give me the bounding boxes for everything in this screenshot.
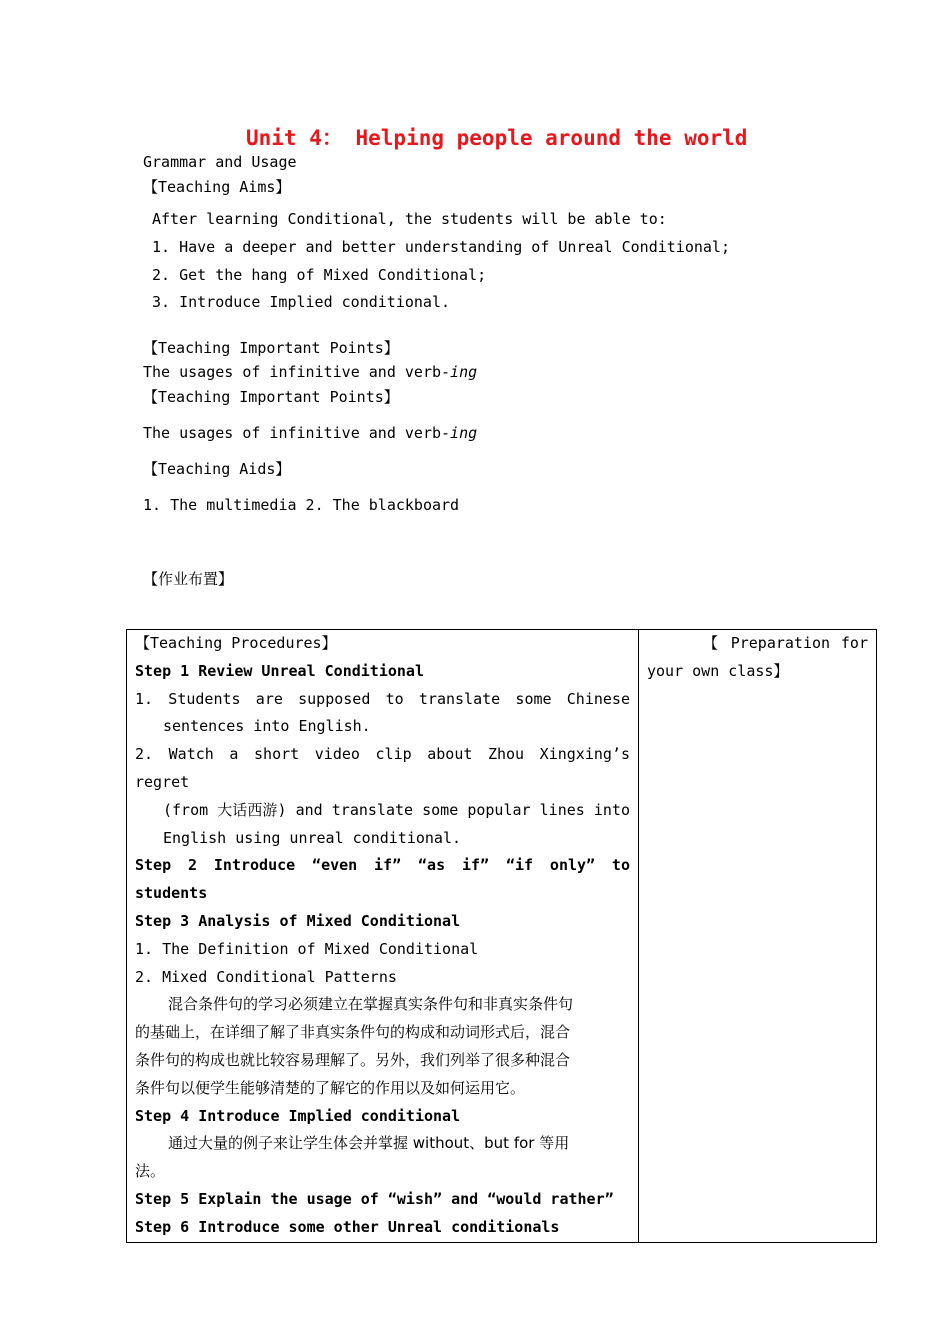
important-points-heading-2: 【Teaching Important Points】 <box>143 388 399 406</box>
important-points-text-main: The usages of infinitive and verb- <box>143 363 451 381</box>
aims-item-1: 1. Have a deeper and better understanding of Unreal Conditional; <box>152 238 730 256</box>
subtitle: Grammar and Usage <box>143 153 297 171</box>
important-points-text-2-main: The usages of infinitive and verb- <box>143 424 451 442</box>
step-4-paragraph-line-1: 通过大量的例子来让学生体会并掌握 without、but for 等用 <box>168 1134 570 1153</box>
step-1-item-2-cont-2: English using unreal conditional. <box>163 828 462 847</box>
step-4: Step 4 Introduce Implied conditional <box>135 1106 461 1125</box>
step-1: Step 1 Review Unreal Conditional <box>135 661 424 680</box>
step-3-paragraph-line-4: 条件句以便学生能够清楚的了解它的作用以及如何运用它。 <box>135 1078 526 1097</box>
step-4-paragraph-line-2: 法。 <box>135 1162 166 1181</box>
aims-heading: 【Teaching Aims】 <box>143 178 291 196</box>
step-2-cont: students <box>135 884 208 903</box>
page-title: Unit 4： Helping people around the world <box>246 126 748 150</box>
step-3-paragraph-line-1: 混合条件句的学习必须建立在掌握真实条件句和非真实条件句 <box>168 995 574 1014</box>
preparation-heading: 【 Preparation for <box>703 634 868 652</box>
step-1-item-2: 2. Watch a short video clip about Zhou Xingxing’s regret <box>135 745 630 791</box>
preparation-heading-cont: your own class】 <box>647 661 789 680</box>
important-points-text-2 <box>143 423 477 443</box>
step-3-paragraph-line-3: 条件句的构成也就比较容易理解了。另外，我们列举了很多种混合 <box>135 1050 571 1069</box>
important-points-suffix: ing <box>450 363 478 381</box>
preparation-cell <box>639 630 877 1243</box>
important-points-heading: 【Teaching Important Points】 <box>143 339 399 357</box>
step-1-item-1-cont: sentences into English. <box>163 717 371 736</box>
aims-item-3: 3. Introduce Implied conditional. <box>152 293 451 311</box>
procedures-heading: 【Teaching Procedures】 <box>135 634 337 652</box>
homework-heading: 【作业布置】 <box>143 570 234 588</box>
important-points-text <box>143 362 477 382</box>
step-2: Step 2 Introduce “even if” “as if” “if only” to <box>135 856 630 875</box>
aids-text: 1. The multimedia 2. The blackboard <box>143 496 460 514</box>
step-6: Step 6 Introduce some other Unreal conditionals <box>135 1217 560 1236</box>
step-3-item-1: 1. The Definition of Mixed Conditional <box>135 939 479 958</box>
procedures-table <box>126 629 877 1243</box>
aids-heading: 【Teaching Aids】 <box>143 460 291 478</box>
procedures-cell <box>127 630 639 1243</box>
step-1-item-2-cont: (from 大话西游) and translate some popular lines into <box>163 800 630 819</box>
important-points-2-suffix: ing <box>450 424 478 442</box>
step-5: Step 5 Explain the usage of “wish” and “would rather” <box>135 1189 614 1208</box>
aims-item-2: 2. Get the hang of Mixed Conditional; <box>152 266 487 284</box>
step-3: Step 3 Analysis of Mixed Conditional <box>135 911 461 930</box>
step-3-paragraph-line-2: 的基础上，在详细了解了非真实条件句的构成和动词形式后，混合 <box>135 1023 571 1042</box>
step-1-item-1: 1. Students are supposed to translate some Chinese <box>135 689 630 708</box>
step-3-item-2: 2. Mixed Conditional Patterns <box>135 967 397 986</box>
aims-intro: After learning Conditional, the students will be able to: <box>152 210 667 228</box>
